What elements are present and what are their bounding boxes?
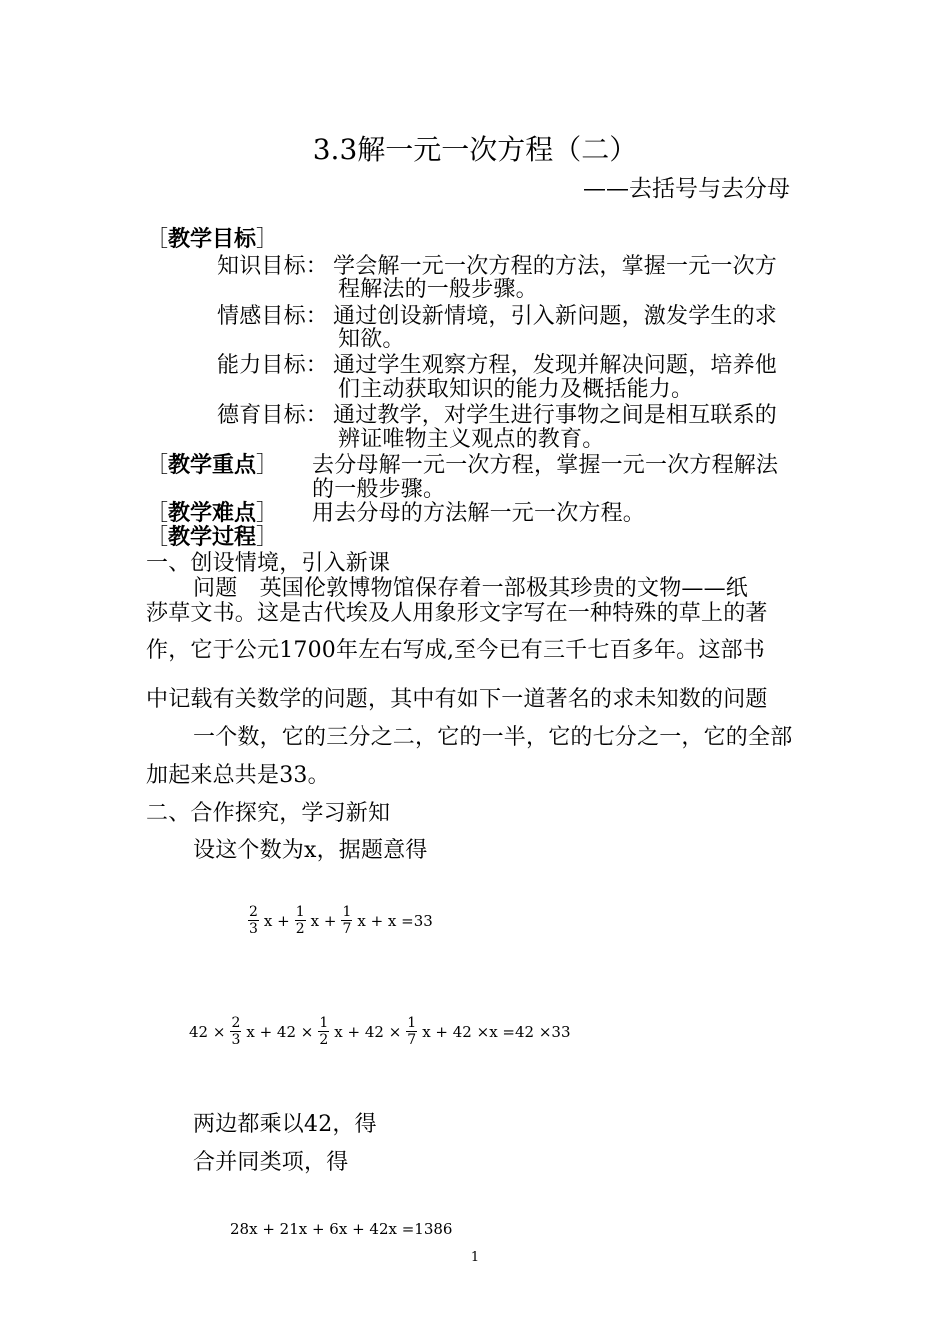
ability-line-2: 们主动获取知识的能力及概括能力。 <box>338 377 694 402</box>
process-heading: ［教学过程］ <box>146 524 279 550</box>
numerator: 2 <box>249 904 258 920</box>
document-title: 3.3解一元一次方程（二） <box>312 133 638 166</box>
equation-term: x + <box>263 911 290 930</box>
difficulty-text: 用去分母的方法解一元一次方程。 <box>312 501 646 526</box>
equation-2 <box>189 1016 571 1047</box>
equation-term: 42 × <box>189 1022 226 1041</box>
key-point-heading-text: 教学重点 <box>168 452 257 478</box>
equation-term: x + 42 ×x =42 ×33 <box>422 1022 571 1041</box>
para2-line-2: 加起来总共是33。 <box>146 763 330 788</box>
para1-line-4: 中记载有关数学的问题，其中有如下一道著名的求未知数的问题 <box>146 687 768 712</box>
denominator: 3 <box>249 921 258 937</box>
emotion-label: 情感目标： <box>217 304 329 329</box>
denominator: 2 <box>295 921 305 937</box>
knowledge-line-1: 学会解一元一次方程的方法，掌握一元一次方 <box>333 254 778 279</box>
document-subtitle: ——去括号与去分母 <box>583 176 790 202</box>
objectives-heading-text: 教学目标 <box>168 226 257 252</box>
difficulty-heading: ［教学难点］ <box>146 500 279 526</box>
denominator: 7 <box>342 921 352 937</box>
moral-line-1: 通过教学，对学生进行事物之间是相互联系的 <box>333 403 778 428</box>
key-point-line-2: 的一般步骤。 <box>312 477 446 502</box>
combine-text: 合并同类项，得 <box>193 1150 349 1175</box>
set-variable-text: 设这个数为x，据题意得 <box>193 838 428 863</box>
numerator: 1 <box>407 1015 417 1031</box>
emotion-line-1: 通过创设新情境，引入新问题，激发学生的求 <box>333 304 778 329</box>
denominator: 7 <box>407 1032 417 1048</box>
ability-line-1: 通过学生观察方程，发现并解决问题，培养他 <box>333 353 778 378</box>
para1-line-1: 问题 英国伦敦博物馆保存着一部极其珍贵的文物——纸 <box>193 576 749 601</box>
fraction-1-2 <box>318 1016 329 1047</box>
part1-title: 一、创设情境，引入新课 <box>146 551 391 576</box>
key-point-heading: ［教学重点］ <box>146 452 279 478</box>
knowledge-line-2: 程解法的一般步骤。 <box>338 277 538 302</box>
para1-line-3: 作，它于公元1700年左右写成,至今已有三千七百多年。这部书 <box>146 638 765 663</box>
numerator: 1 <box>342 904 352 920</box>
para2-line-1: 一个数，它的三分之二，它的一半，它的七分之一，它的全部 <box>193 725 793 750</box>
knowledge-label: 知识目标： <box>217 254 329 279</box>
fraction-1-7 <box>406 1016 417 1047</box>
equation-3: 28x + 21x + 6x + 42x =1386 <box>230 1220 453 1238</box>
difficulty-heading-text: 教学难点 <box>168 500 257 526</box>
equation-term: x + x =33 <box>357 911 433 930</box>
objectives-heading: ［教学目标］ <box>146 226 279 252</box>
numerator: 1 <box>295 904 305 920</box>
key-point-line-1: 去分母解一元一次方程，掌握一元一次方程解法 <box>312 453 779 478</box>
denominator: 2 <box>319 1032 329 1048</box>
equation-term: x + <box>310 911 337 930</box>
fraction-2-3 <box>248 905 259 936</box>
fraction-1-2 <box>295 905 306 936</box>
emotion-line-2: 知欲。 <box>338 327 405 352</box>
para1-line-2: 莎草文书。这是古代埃及人用象形文字写在一种特殊的草上的著 <box>146 601 768 626</box>
page-number: 1 <box>470 1250 480 1265</box>
denominator: 3 <box>231 1032 241 1048</box>
fraction-1-7 <box>341 905 352 936</box>
equation-1 <box>246 905 433 936</box>
moral-label: 德育目标： <box>217 403 329 428</box>
moral-line-2: 辨证唯物主义观点的教育。 <box>338 427 605 452</box>
fraction-2-3 <box>230 1016 241 1047</box>
numerator: 2 <box>231 1015 241 1031</box>
part2-title: 二、合作探究，学习新知 <box>146 801 391 826</box>
ability-label: 能力目标： <box>217 353 329 378</box>
equation-term: x + 42 × <box>246 1022 314 1041</box>
equation-term: x + 42 × <box>334 1022 402 1041</box>
process-heading-text: 教学过程 <box>168 524 257 550</box>
numerator: 1 <box>319 1015 329 1031</box>
multiply-text: 两边都乘以42，得 <box>193 1112 377 1137</box>
